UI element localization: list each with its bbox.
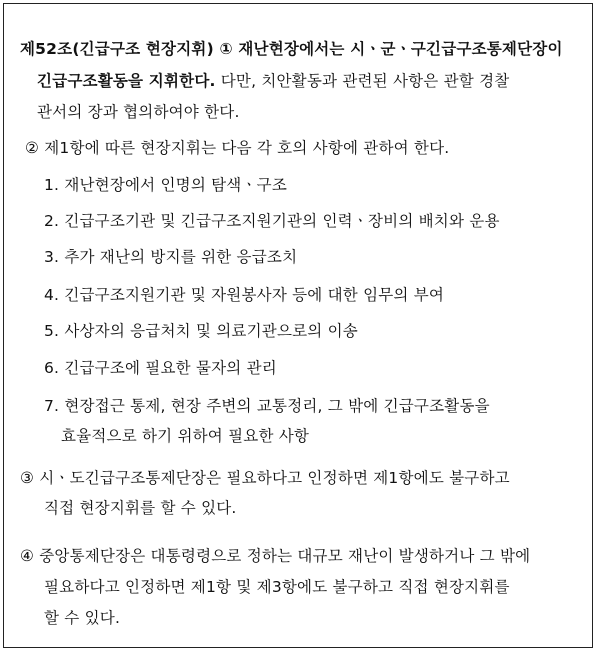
article-heading: 제52조(긴급구조 현장지휘) ① 재난현장에서는 시ㆍ군ㆍ구긴급구조통제단장이 xyxy=(20,40,563,58)
list-item: 1. 재난현장에서 인명의 탐색ㆍ구조 xyxy=(44,176,287,194)
list-item-continuation: 효율적으로 하기 위하여 필요한 사항 xyxy=(61,427,310,445)
list-item: 6. 긴급구조에 필요한 물자의 관리 xyxy=(44,359,277,377)
para3-line1: ③ 시ㆍ도긴급구조통제단장은 필요하다고 인정하면 제1항에도 불구하고 xyxy=(20,469,510,487)
para4-line2: 필요하다고 인정하면 제1항 및 제3항에도 불구하고 직접 현장지휘를 xyxy=(44,578,510,596)
para1-bold-text: 긴급구조활동을 지휘한다. xyxy=(37,72,216,90)
list-item: 2. 긴급구조기관 및 긴급구조지원기관의 인력ㆍ장비의 배치와 운용 xyxy=(44,212,500,230)
para2-intro: ② 제1항에 따른 현장지휘는 다음 각 호의 사항에 관하여 한다. xyxy=(25,139,450,157)
para4-line1: ④ 중앙통제단장은 대통령령으로 정하는 대규모 재난이 발생하거나 그 밖에 xyxy=(20,547,531,565)
list-item: 3. 추가 재난의 방지를 위한 응급조치 xyxy=(44,248,298,266)
para4-line3: 할 수 있다. xyxy=(44,609,121,627)
list-item: 5. 사상자의 응급처치 및 의료기관으로의 이송 xyxy=(44,322,358,340)
list-item: 4. 긴급구조지원기관 및 자원봉사자 등에 대한 임무의 부여 xyxy=(44,286,445,304)
para1-text: 다만, 치안활동과 관련된 사항은 관할 경찰 xyxy=(215,72,510,90)
para1-line3: 관서의 장과 협의하여야 한다. xyxy=(37,103,240,121)
article-box xyxy=(3,3,593,648)
list-item: 7. 현장접근 통제, 현장 주변의 교통정리, 그 밖에 긴급구조활동을 xyxy=(44,397,490,415)
para3-line2: 직접 현장지휘를 할 수 있다. xyxy=(44,499,237,517)
para1-line2 xyxy=(37,71,509,91)
